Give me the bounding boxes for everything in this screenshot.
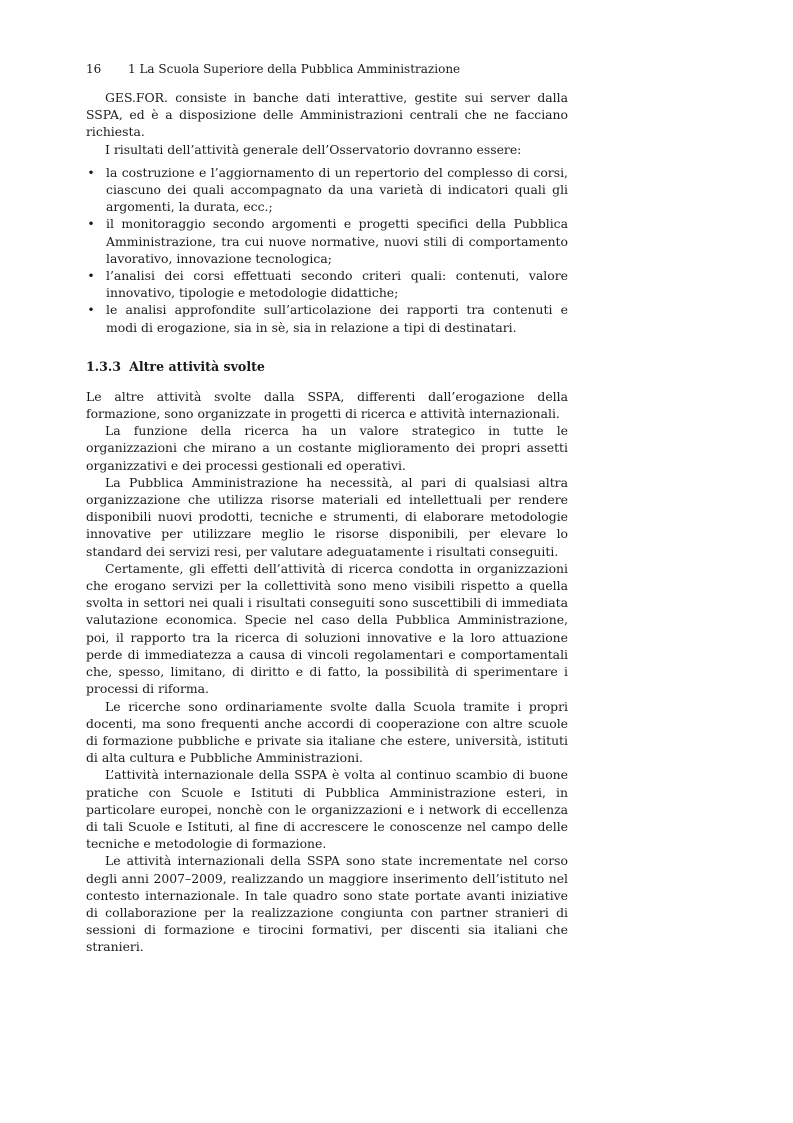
section-heading bbox=[86, 358, 568, 376]
paragraph: L’attività internazionale della SSPA è volta al continuo scambio di buone pratiche con Scuole e Istituti di Pubblica Amministrazione esteri, in particolare europei, nonchè con le organizzazioni e i network di eccellenza di tali Scuole e Istituti, al fine di accrescere le conoscenze nel campo delle tecniche e metodologie di formazione. bbox=[86, 767, 568, 852]
paragraph: Certamente, gli effetti dell’attività di ricerca condotta in organizzazioni che erogano servizi per la collettività sono meno visibili rispetto a quella svolta in settori nei quali i risultati conseguiti sono suscettibili di immediata valutazione economica. Specie nel caso della Pubblica Amministrazione, poi, il rapporto tra la ricerca di soluzioni innovative e la loro attuazione perde di immediatezza a causa di vincoli regolamentari e comportamentali che, spesso, limitano, di diritto e di fatto, la possibilità di sperimentare i processi di riforma. bbox=[86, 560, 568, 697]
bullet-icon: • bbox=[87, 268, 95, 284]
running-head bbox=[86, 60, 568, 78]
list-item-text: la costruzione e l’aggiornamento di un repertorio del complesso di corsi, ciascuno dei quali accompagnato da una varietà di indicatori quali gli argomenti, la durata, ecc.; bbox=[106, 164, 568, 215]
list-item-text: l’analisi dei corsi effettuati secondo criteri quali: contenuti, valore innovativo, tipologie e metodologie didattiche; bbox=[106, 268, 568, 301]
paragraph: Le altre attività svolte dalla SSPA, differenti dall’erogazione della formazione, sono organizzate in progetti di ricerca e attività internazionali. bbox=[86, 388, 568, 422]
list-item bbox=[86, 267, 568, 301]
bullet-icon: • bbox=[87, 164, 95, 180]
section-title: Altre attività svolte bbox=[129, 358, 265, 374]
bullet-list bbox=[86, 164, 568, 336]
list-item-text: le analisi approfondite sull’articolazione dei rapporti tra contenuti e modi di erogazione, sia in sè, sia in relazione a tipi di destinatari. bbox=[106, 302, 568, 335]
paragraph: GES.FOR. consiste in banche dati interattive, gestite sui server dalla SSPA, ed è a disposizione delle Amministrazioni centrali che ne facciano richiesta. bbox=[86, 90, 568, 140]
paragraph: I risultati dell’attività generale dell’Osservatorio dovranno essere: bbox=[105, 141, 522, 157]
paragraph: Le ricerche sono ordinariamente svolte dalla Scuola tramite i propri docenti, ma sono frequenti anche accordi di cooperazione con altre scuole di formazione pubbliche e private sia italiane che estere, università, istituti di alta cultura e Pubbliche Amministrazioni. bbox=[86, 698, 568, 766]
list-item bbox=[86, 164, 568, 216]
list-item-text: il monitoraggio secondo argomenti e progetti specifici della Pubblica Amministrazione, tra cui nuove normative, nuovi stili di comportamento lavorativo, innovazione tecnologica; bbox=[106, 216, 568, 266]
paragraph: La funzione della ricerca ha un valore strategico in tutte le organizzazioni che mirano a un costante miglioramento dei propri assetti organizzativi e dei processi gestionali ed operativi. bbox=[86, 423, 568, 473]
list-item bbox=[86, 301, 568, 335]
section-number: 1.3.3 bbox=[86, 358, 122, 374]
bullet-icon: • bbox=[87, 302, 95, 318]
page bbox=[86, 60, 568, 956]
body-text bbox=[86, 89, 568, 956]
paragraph: Le attività internazionali della SSPA sono state incrementate nel corso degli anni 2007–2009, realizzando un maggiore inserimento dell’istituto nel contesto internazionale. In tale quadro sono state portate avanti iniziative di collaborazione per la realizzazione congiunta con partner stranieri di sessioni di formazione e tirocini formativi, per discenti sia italiani che stranieri. bbox=[86, 853, 568, 955]
page-number: 16 bbox=[86, 62, 102, 76]
bullet-icon: • bbox=[87, 216, 95, 232]
chapter-title: 1 La Scuola Superiore della Pubblica Amministrazione bbox=[128, 62, 461, 76]
paragraph: La Pubblica Amministrazione ha necessità, al pari di qualsiasi altra organizzazione che utilizza risorse materiali ed intellettuali per rendere disponibili nuovi prodotti, tecniche e strumenti, di elaborare metodologie innovative per utilizzare meglio le risorse disponibili, per elevare lo standard dei servizi resi, per valutare adeguatamente i risultati conseguiti. bbox=[86, 474, 568, 559]
list-item bbox=[86, 215, 568, 267]
